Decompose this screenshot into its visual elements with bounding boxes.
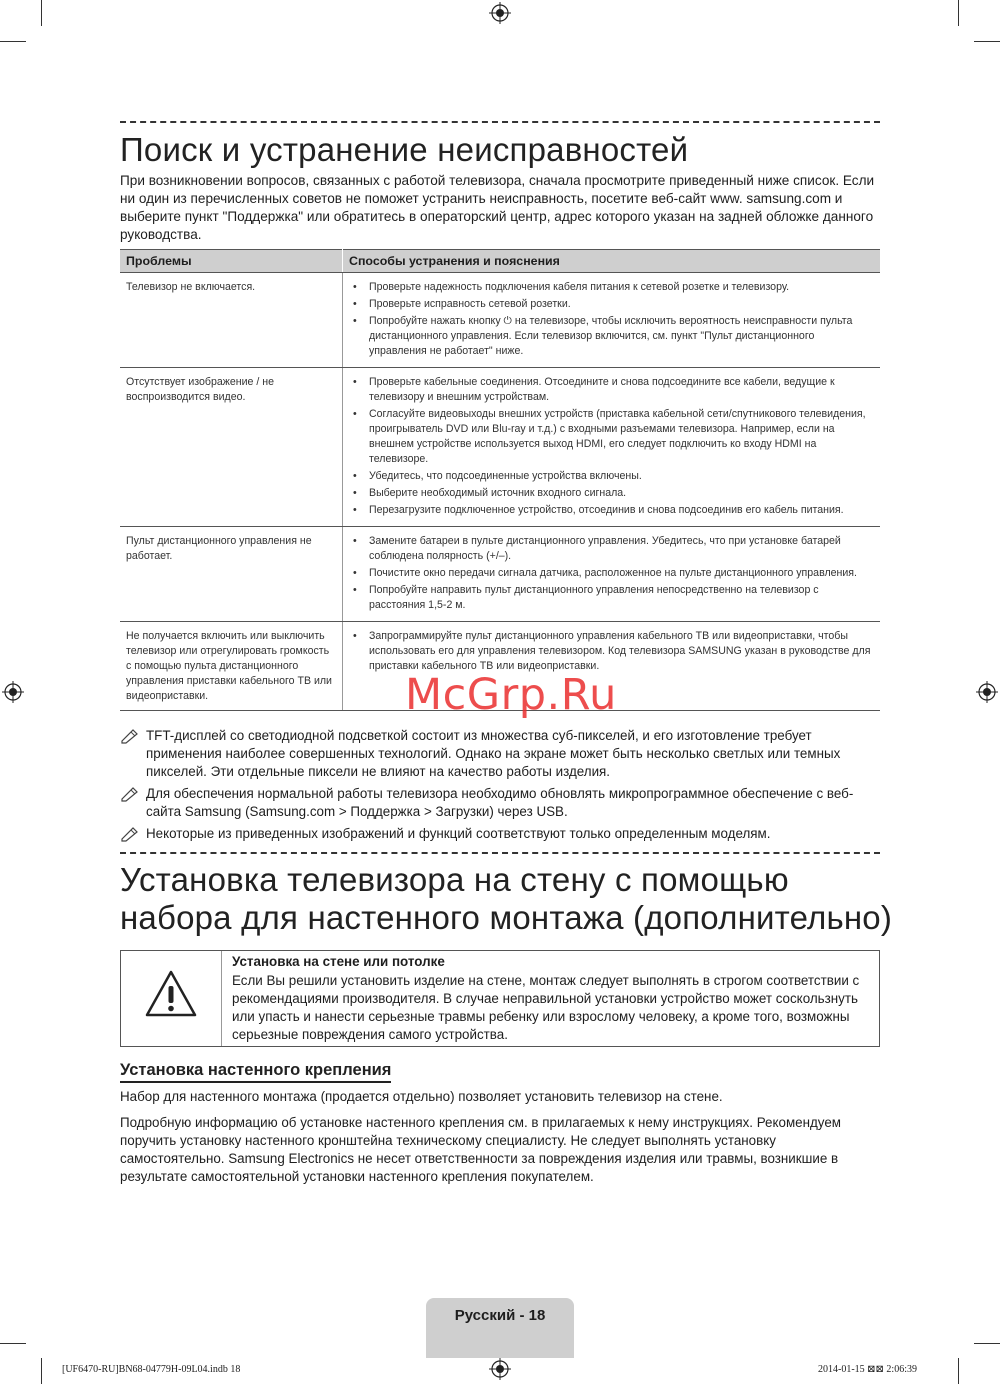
problem-cell: Пульт дистанционного управления не работает.: [120, 527, 343, 622]
solution-item: • Проверьте кабельные соединения. Отсоедините и снова подсоедините все кабели, ведущие к телевизору и внешним устройствам.: [349, 375, 874, 405]
registration-mark-icon: [489, 2, 511, 24]
column-header-problems: Проблемы: [120, 250, 343, 273]
note-text: TFT-дисплей со светодиодной подсветкой состоит из множества суб-пикселей, и его изготовление требует применения наиболее совершенных технологий. Однако на экране может быть несколько светлых или темных пикселей. Эти отдельные пиксели не влияют на качество работы изделия.: [146, 728, 841, 779]
crop-mark: [41, 1358, 42, 1384]
problem-cell: Не получается включить или выключить телевизор или отрегулировать громкость с помощью пульта дистанционного управления приставки кабельного ТВ или видеоприставки.: [120, 622, 343, 711]
warning-box: [120, 950, 880, 1047]
table-row: [120, 273, 880, 368]
solution-item: • Запрограммируйте пульт дистанционного управления кабельного ТВ или видеоприставки, чтобы использовать его для управления телевизором. Код телевизора SAMSUNG указан в руководстве для приставки кабельного ТВ или видеоприставки.: [349, 629, 874, 674]
problem-cell: Телевизор не включается.: [120, 273, 343, 368]
wall-mount-subheading: Установка настенного крепления: [120, 1060, 391, 1083]
solution-item: • Проверьте надежность подключения кабеля питания к сетевой розетке и телевизору.: [349, 280, 874, 295]
troubleshooting-title: Поиск и устранение неисправностей: [120, 131, 689, 168]
troubleshooting-intro: При возникновении вопросов, связанных с работой телевизора, сначала просмотрите приведенный ниже список. Если ни один из перечисленных советов не поможет устранить неисправность, посетите веб-сайт www. samsung.com и выберите пункт "Поддержка" или обратитесь в операторский центр, адрес которого указан на задней обложке данного руководства.: [120, 173, 875, 242]
note-pen-icon: [120, 826, 140, 842]
crop-mark: [0, 1343, 26, 1344]
wall-mount-paragraph: Набор для настенного монтажа (продается отдельно) позволяет установить телевизор на стене.: [120, 1089, 723, 1104]
warning-title: Установка на стене или потолке: [232, 954, 445, 969]
note-item: [120, 785, 880, 821]
registration-mark-icon: [2, 681, 24, 703]
crop-mark: [41, 0, 42, 26]
table-row: [120, 368, 880, 527]
note-item: [120, 727, 880, 781]
registration-mark-icon: [489, 1358, 511, 1380]
page-number-label: Русский - 18: [454, 1307, 546, 1324]
solution-item: • Выберите необходимый источник входного сигнала.: [349, 486, 874, 501]
table-header-row: [120, 250, 880, 273]
problem-cell: Отсутствует изображение / не воспроизводится видео.: [120, 368, 343, 527]
solution-item: • Перезагрузите подключенное устройство, отсоединив и снова подсоединив его кабель питания.: [349, 503, 874, 518]
solution-item: • Замените батареи в пульте дистанционного управления. Убедитесь, что при установке батарей соблюдена полярность (+/–).: [349, 534, 874, 564]
footer-file-info: [UF6470-RU]BN68-04779H-09L04.indb 18: [62, 1364, 241, 1375]
footer-timestamp: 2014-01-15 ⊠⊠ 2:06:39: [818, 1364, 917, 1375]
column-header-solutions: Способы устранения и пояснения: [343, 250, 881, 273]
solution-item: • Попробуйте нажать кнопку ⏻ на телевизоре, чтобы исключить вероятность неисправности пульта дистанционного управления. Если телевизор включится, см. пункт "Пульт дистанционного управления не работает" ниже.: [349, 314, 874, 359]
warning-text: Если Вы решили установить изделие на стене, монтаж следует выполнять в строгом соответствии с рекомендациями производителя. В случае неправильной установки устройство может соскользнуть или упасть и нанести серьезные травмы ребенку или взрослому человеку, а кроме того, возможны серьезные повреждения самого устройства.: [232, 973, 860, 1042]
warning-triangle-icon: [144, 969, 198, 1019]
crop-mark: [0, 41, 26, 42]
section-divider: [120, 852, 880, 854]
wall-mount-title-line1: Установка телевизора на стену с помощью: [120, 861, 789, 898]
notes-list: [120, 727, 880, 847]
section-divider: [120, 121, 880, 123]
troubleshooting-table: [120, 249, 880, 711]
registration-mark-icon: [976, 681, 998, 703]
note-pen-icon: [120, 728, 140, 744]
solution-item: • Попробуйте направить пульт дистанционного управления непосредственно на телевизор с расстояния 1,5-2 м.: [349, 583, 874, 613]
note-pen-icon: [120, 786, 140, 802]
page-number-tab: [426, 1298, 574, 1358]
solution-item: • Проверьте исправность сетевой розетки.: [349, 297, 874, 312]
crop-mark: [974, 1343, 1000, 1344]
crop-mark: [958, 0, 959, 26]
note-item: [120, 825, 880, 843]
table-row: [120, 527, 880, 622]
solutions-cell: [343, 273, 881, 368]
wall-mount-paragraph: Подробную информацию об установке настенного крепления см. в прилагаемых к нему инструкциях. Рекомендуем поручить установку настенного кронштейна техническому специалисту. Не следует выполнять установку самостоятельно. Samsung Electronics не несет ответственности за повреждения изделия или травмы, возникшие в результате самостоятельной установки настенного крепления покупателем.: [120, 1115, 842, 1184]
crop-mark: [958, 1358, 959, 1384]
note-text: Для обеспечения нормальной работы телевизора необходимо обновлять микропрограммное обеспечение с веб-сайта Samsung (Samsung.com > Поддержка > Загрузки) через USB.: [146, 786, 854, 819]
solutions-cell: [343, 368, 881, 527]
wall-mount-title-line2: набора для настенного монтажа (дополнительно): [120, 899, 893, 936]
solutions-cell: [343, 527, 881, 622]
solution-item: • Убедитесь, что подсоединенные устройства включены.: [349, 469, 874, 484]
solution-item: • Почистите окно передачи сигнала датчика, расположенное на пульте дистанционного управления.: [349, 566, 874, 581]
watermark: McGrp.Ru: [405, 670, 617, 720]
crop-mark: [974, 41, 1000, 42]
warning-icon-cell: [121, 951, 222, 1046]
note-text: Некоторые из приведенных изображений и функций соответствуют только определенным моделям.: [146, 826, 771, 841]
warning-content: [232, 953, 874, 1044]
solution-item: • Согласуйте видеовыходы внешних устройств (приставка кабельной сети/спутникового телевидения, проигрыватель DVD или Blu-ray и т.д.) с входными разъемами телевизора. Например, если на внешнем устройстве используется выход HDMI, его следует подключить ко входу HDMI на телевизоре.: [349, 407, 874, 467]
